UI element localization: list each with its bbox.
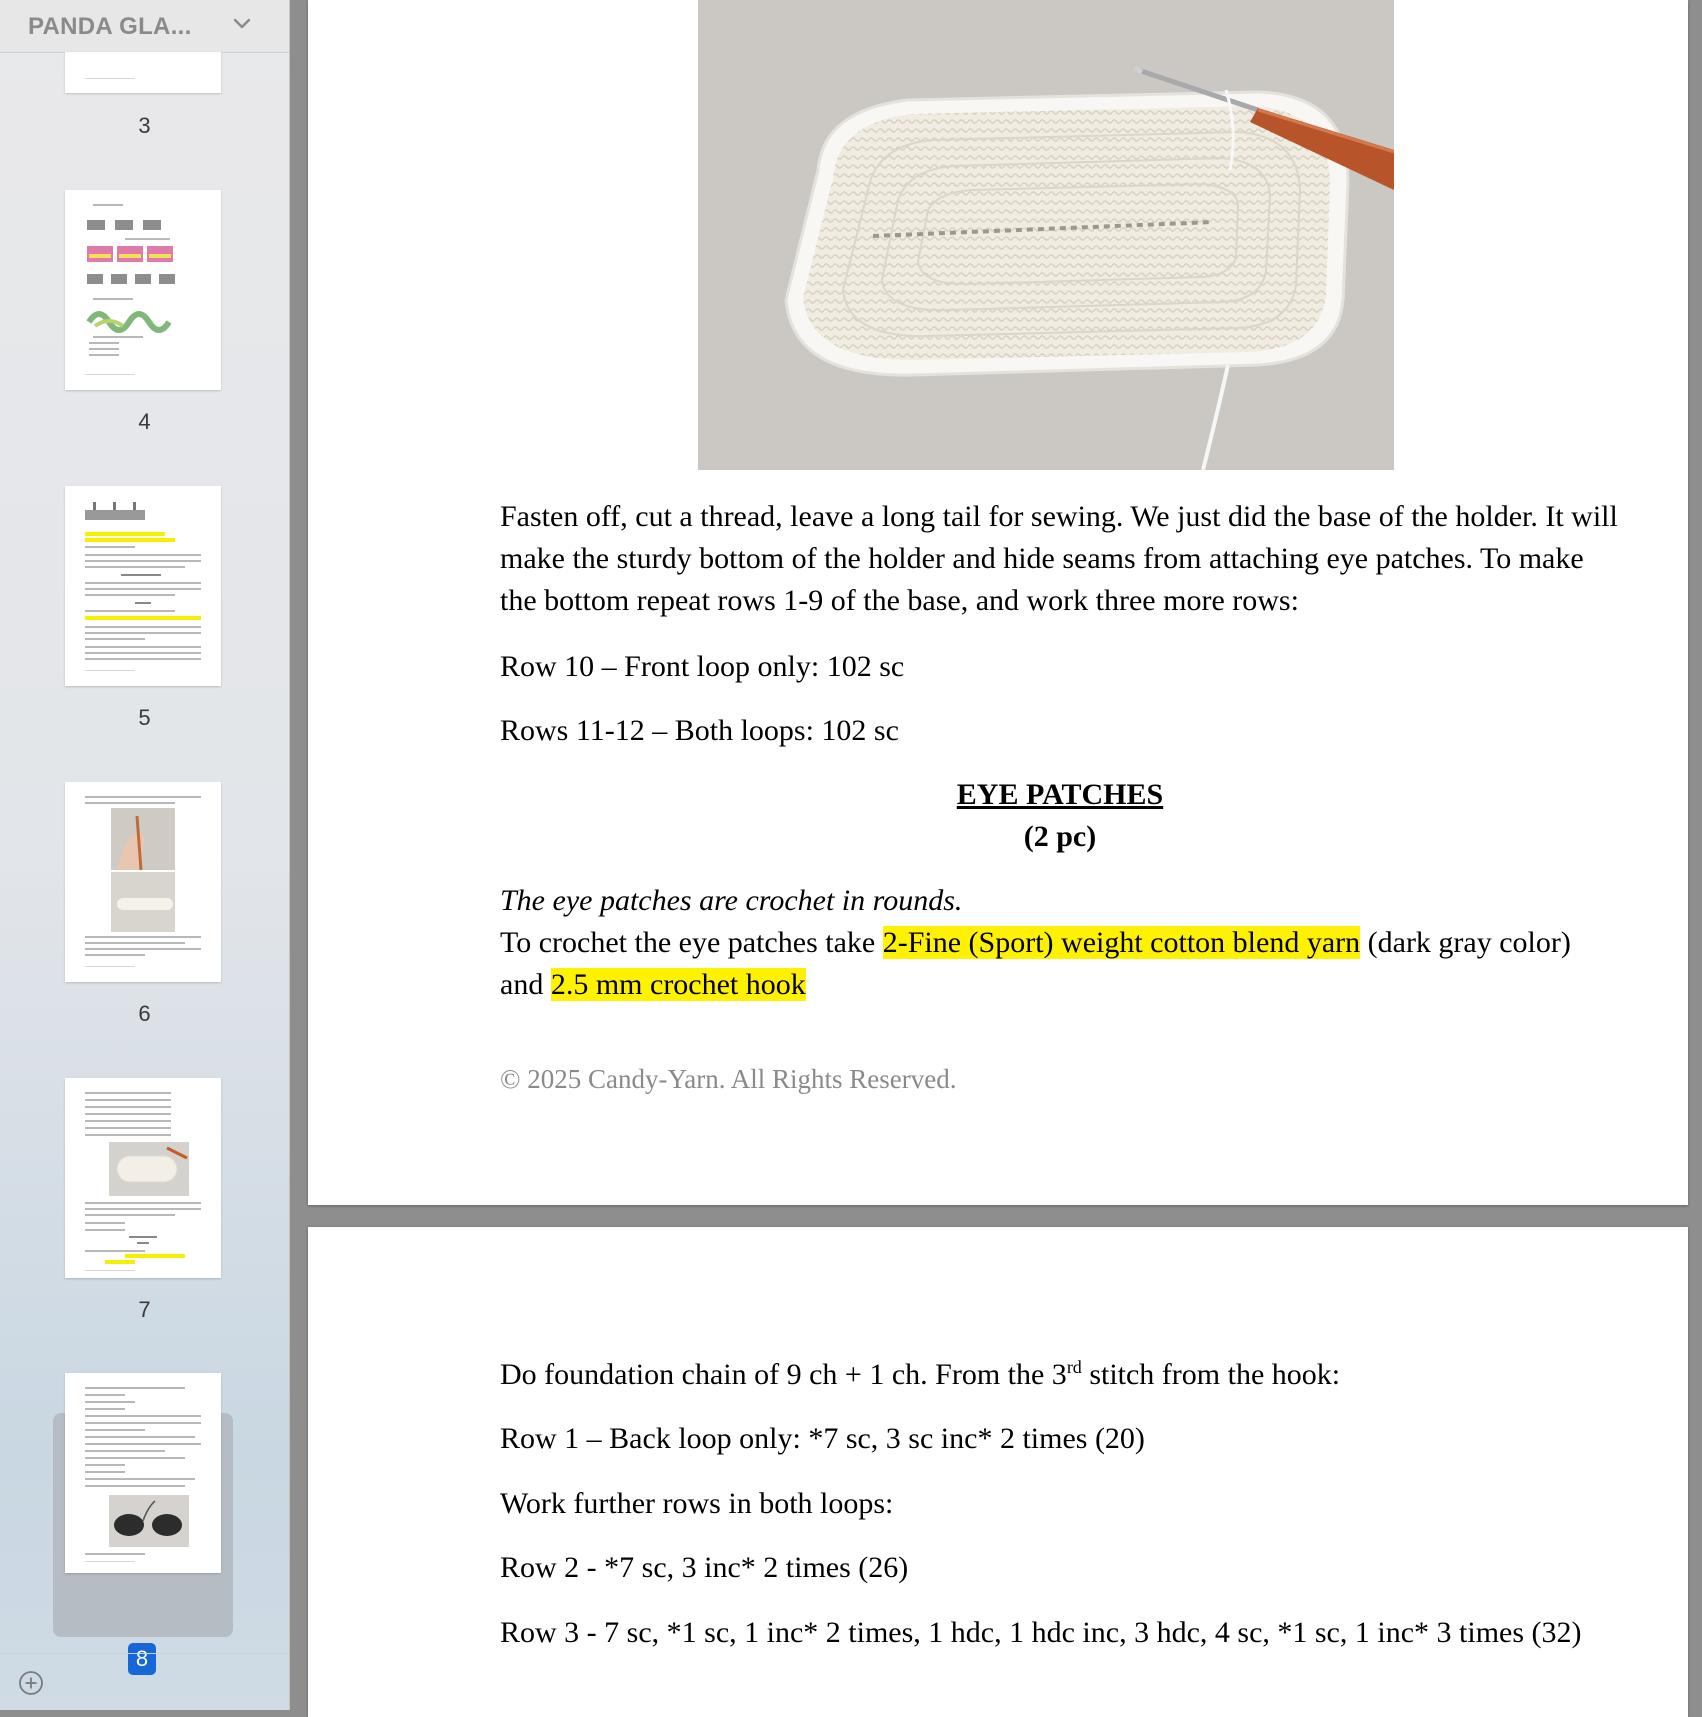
- row-10-instruction: Row 10 – Front loop only: 102 sc: [500, 650, 905, 683]
- page-thumbnail-4[interactable]: [65, 190, 221, 390]
- foundation-text-a: Do foundation chain of 9 ch + 1 ch. From the 3: [500, 1358, 1067, 1391]
- page-number-6: 6: [138, 1001, 151, 1026]
- document-page-8: [308, 1227, 1688, 1717]
- ordinal-superscript: rd: [1066, 1357, 1082, 1377]
- page-number-7: 7: [138, 1297, 151, 1322]
- italic-intro: The eye patches are crochet in rounds.: [500, 884, 963, 917]
- thumbnail-list: [0, 52, 289, 1671]
- sidebar-header: [0, 0, 289, 53]
- sidebar-footer: [0, 1653, 289, 1710]
- add-circle-icon[interactable]: [18, 1670, 44, 1696]
- page-number-3: 3: [138, 113, 151, 138]
- rows-11-12-instruction: Rows 11-12 – Both loops: 102 sc: [500, 714, 899, 747]
- page-thumbnail-6[interactable]: [65, 782, 221, 982]
- page-thumbnail-3[interactable]: [65, 52, 221, 93]
- page-number-4: 4: [138, 409, 151, 434]
- thumbnail-sidebar: [0, 0, 290, 1710]
- paragraph-fasten-off: Fasten off, cut a thread, leave a long tail for sewing. We just did the base of the holder. It will make the sturdy bottom of the holder and hide seams from attaching eye patches. To make the bottom repeat rows 1-9 of the base, and work three more rows:: [500, 500, 1618, 617]
- yarn-highlight: 2-Fine (Sport) weight cotton blend yarn: [882, 926, 1361, 959]
- row-2-instruction: Row 2 - *7 sc, 3 inc* 2 times (26): [500, 1551, 909, 1584]
- row-1-instruction: Row 1 – Back loop only: *7 sc, 3 sc inc* 2 times (20): [500, 1422, 1145, 1455]
- page-thumbnail-7[interactable]: [65, 1078, 221, 1278]
- yarn-middle: (dark gray color) and: [500, 926, 1571, 1001]
- row-3-instruction: Row 3 - 7 sc, *1 sc, 1 inc* 2 times, 1 hdc, 1 hdc inc, 3 hdc, 4 sc, *1 sc, 1 inc* 3 times (32): [500, 1616, 1582, 1649]
- foundation-text-b: stitch from the hook:: [1081, 1358, 1341, 1391]
- crochet-base-photo: [698, 0, 1394, 470]
- yarn-prefix: To crochet the eye patches take: [500, 926, 883, 959]
- chevron-down-icon[interactable]: [232, 17, 252, 31]
- materials-paragraph: [500, 922, 1620, 1006]
- foundation-instruction: [500, 1354, 1620, 1396]
- heading-text: EYE PATCHES: [956, 778, 1164, 811]
- document-title: PANDA GLA...: [28, 13, 192, 40]
- document-page-7: [308, 0, 1688, 1205]
- page-number-5: 5: [138, 705, 151, 730]
- section-heading: [500, 774, 1620, 816]
- further-rows-note: Work further rows in both loops:: [500, 1487, 894, 1520]
- page-thumbnail-5[interactable]: [65, 486, 221, 686]
- copyright-footer: © 2025 Candy-Yarn. All Rights Reserved.: [500, 1064, 957, 1094]
- hook-highlight: 2.5 mm crochet hook: [550, 968, 806, 1001]
- page-number-8-selected: 8: [128, 1643, 156, 1675]
- page-thumbnail-8[interactable]: [65, 1373, 221, 1573]
- section-subheading: (2 pc): [1023, 820, 1097, 853]
